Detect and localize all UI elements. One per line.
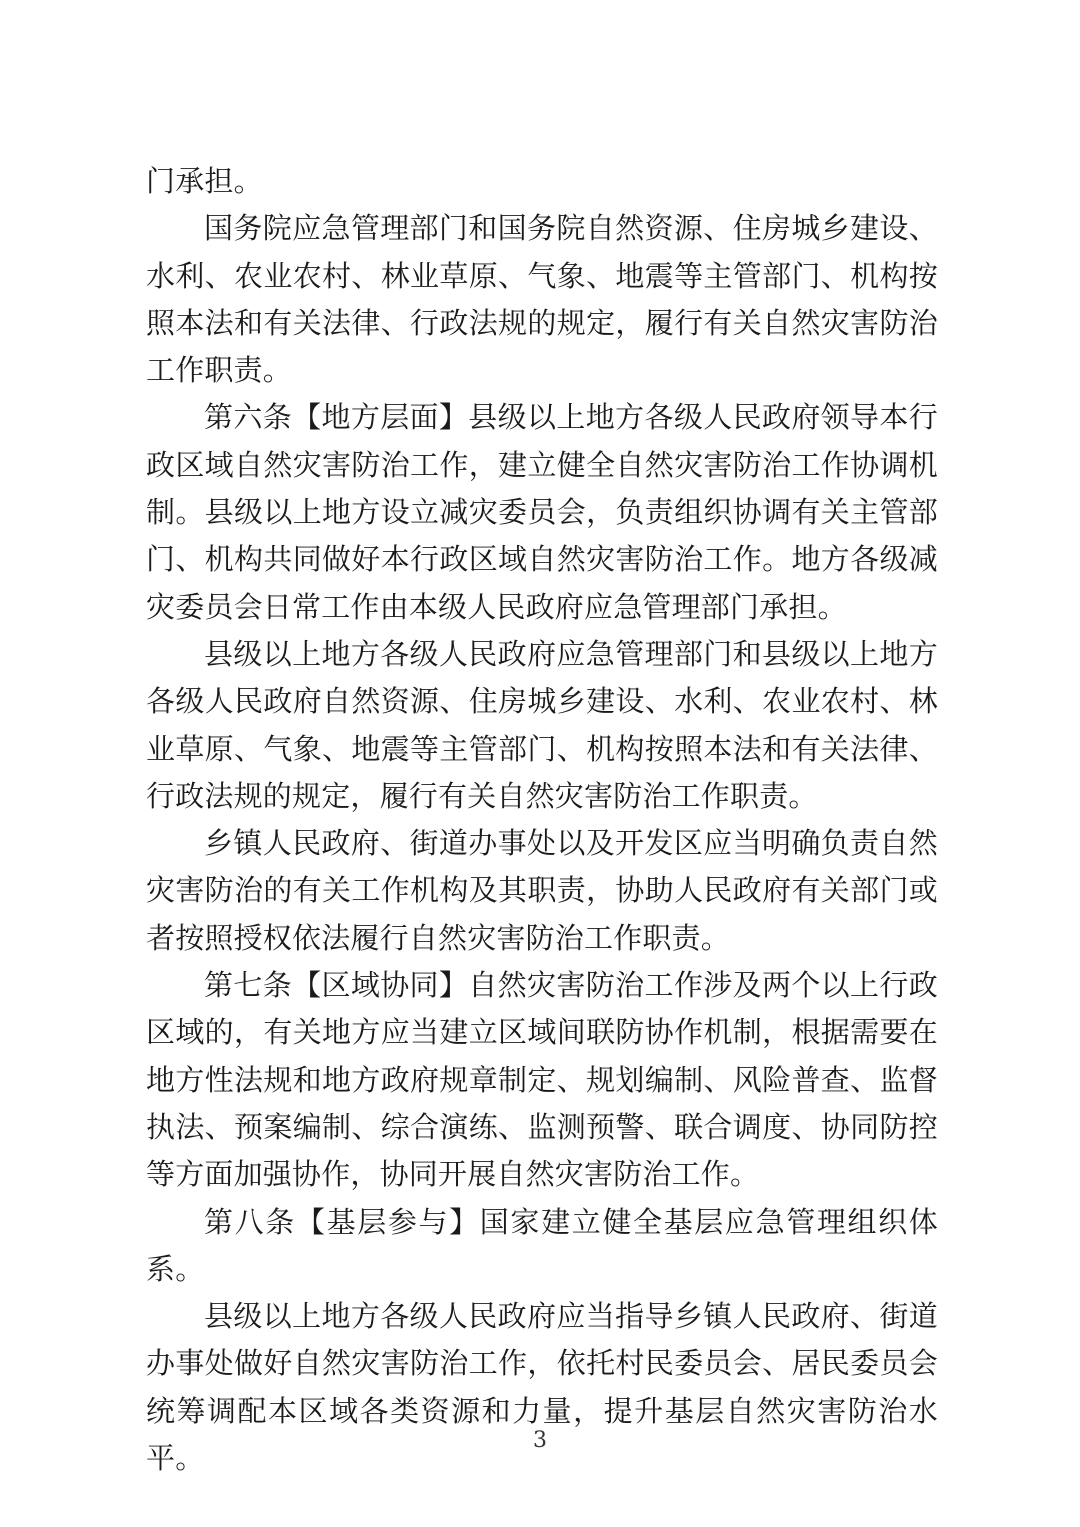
paragraph-grassroots-guidance: 县级以上地方各级人民政府应当指导乡镇人民政府、街道办事处做好自然灾害防治工作，依托村民委员会、居民委员会统筹调配本区域各类资源和力量，提升基层自然灾害防治水平。	[146, 1299, 938, 1476]
paragraph-continuation: 门承担。	[146, 164, 263, 198]
paragraph-article-7: 第七条【区域协同】自然灾害防治工作涉及两个以上行政区域的，有关地方应当建立区域间联防协作机制，根据需要在地方性法规和地方政府规章制定、规划编制、风险普查、监督执法、预案编制、综合演练、监测预警、联合调度、协同防控等方面加强协作，协同开展自然灾害防治工作。	[146, 968, 938, 1192]
paragraph-article-6: 第六条【地方层面】县级以上地方各级人民政府领导本行政区域自然灾害防治工作，建立健全自然灾害防治工作协调机制。县级以上地方设立减灾委员会，负责组织协调有关主管部门、机构共同做好本行政区域自然灾害防治工作。地方各级减灾委员会日常工作由本级人民政府应急管理部门承担。	[146, 400, 938, 624]
paragraph-article-8: 第八条【基层参与】国家建立健全基层应急管理组织体系。	[146, 1204, 938, 1286]
paragraph-township-duties: 乡镇人民政府、街道办事处以及开发区应当明确负责自然灾害防治的有关工作机构及其职责，协助人民政府有关部门或者按照授权依法履行自然灾害防治工作职责。	[146, 826, 938, 955]
document-body	[146, 158, 938, 1482]
paragraph-local-departments: 县级以上地方各级人民政府应急管理部门和县级以上地方各级人民政府自然资源、住房城乡建设、水利、农业农村、林业草原、气象、地震等主管部门、机构按照本法和有关法律、行政法规的规定，履行有关自然灾害防治工作职责。	[146, 636, 938, 813]
paragraph-state-council-duties: 国务院应急管理部门和国务院自然资源、住房城乡建设、水利、农业农村、林业草原、气象、地震等主管部门、机构按照本法和有关法律、行政法规的规定，履行有关自然灾害防治工作职责。	[146, 211, 938, 388]
page-number: 3	[533, 1428, 547, 1453]
